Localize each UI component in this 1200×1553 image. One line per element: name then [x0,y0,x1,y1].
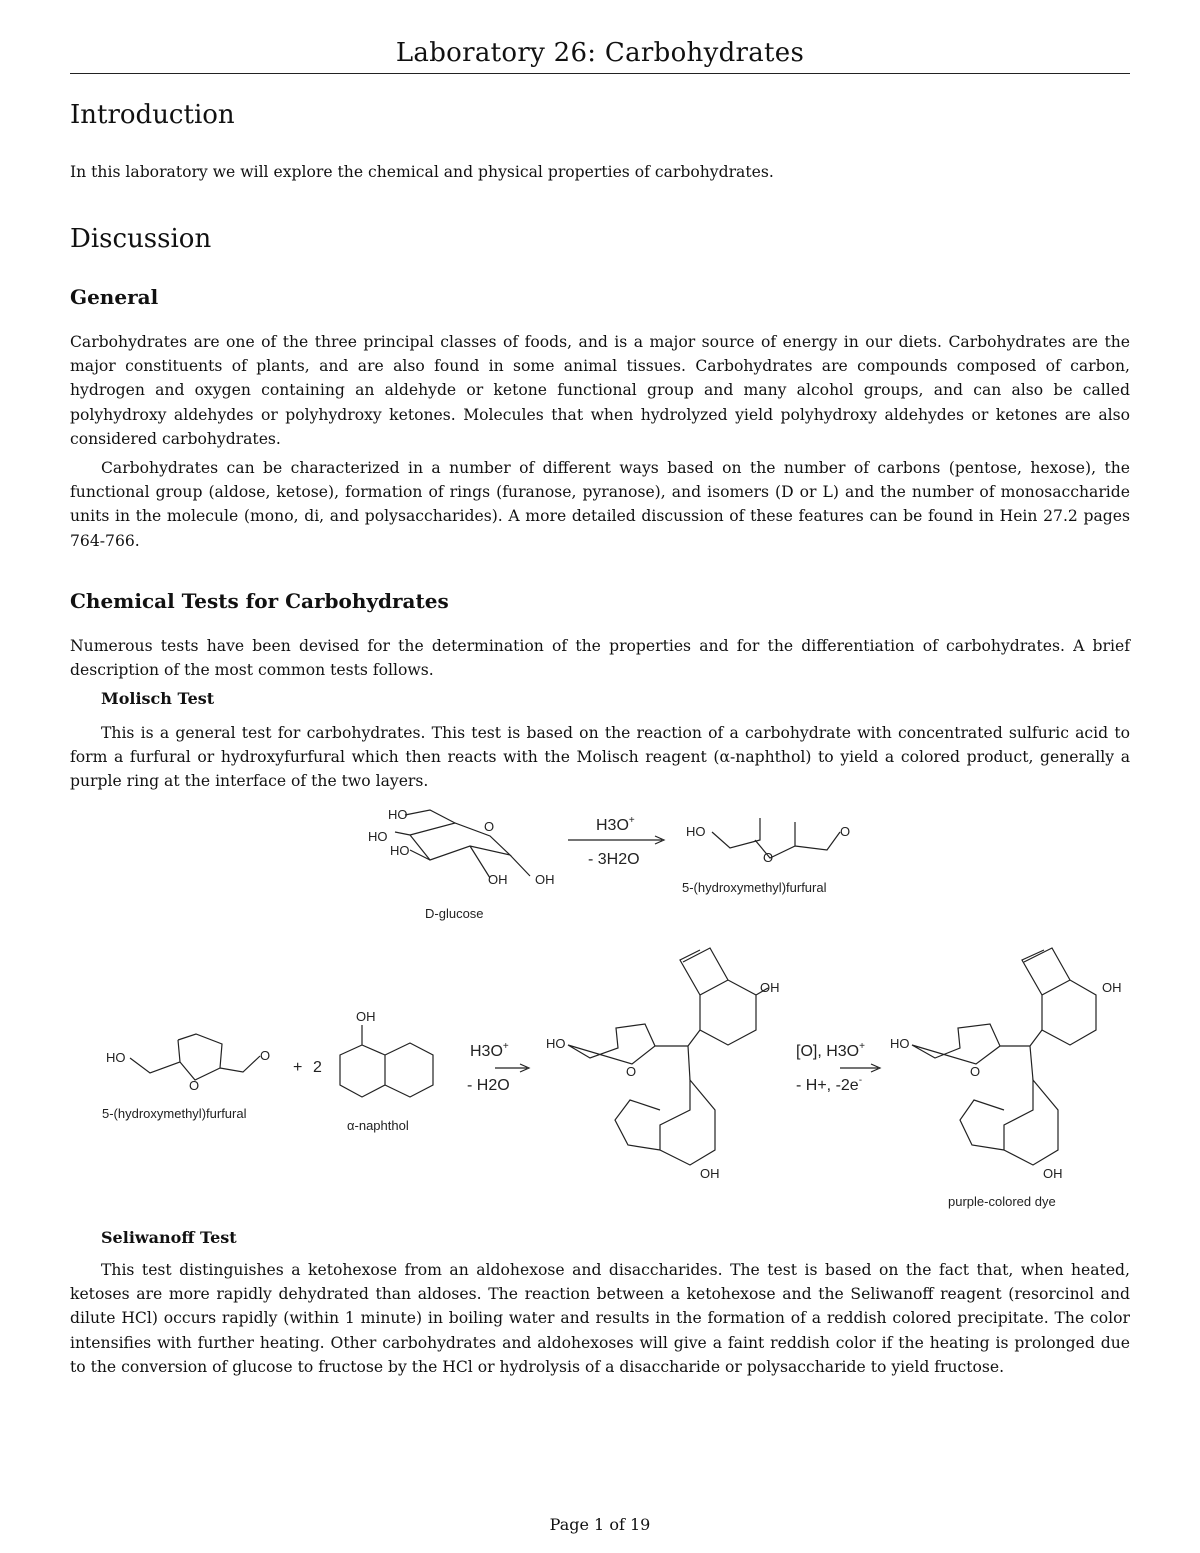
heading-general: General [70,285,159,309]
scheme-2-structures [130,948,1096,1165]
intermediate-bonds [568,1024,700,1080]
naphthol-coefficient: 2 [313,1059,322,1076]
glucose-ring [410,823,510,860]
dye-top-naphthyl [1022,948,1096,1045]
hmf-product-ho: HO [686,824,706,839]
dye-ring-o: O [970,1064,981,1079]
glucose-oh-1: OH [488,872,508,887]
dye-bottom-naphthyl [960,1080,1058,1165]
step-2-reagent-top: [O], H3O+ [796,1041,865,1060]
scheme-1-structures [395,810,840,878]
hmf-product-bonds [712,818,840,858]
page-title: Laboratory 26: Carbohydrates [395,38,805,68]
heading-discussion: Discussion [70,224,212,254]
naphthol-oh: OH [356,1009,376,1024]
glucose-oh-2: OH [535,872,555,887]
dye-ho: HO [890,1036,910,1051]
dye-oh-bottom: OH [1043,1166,1063,1181]
arrow-2-head [520,1064,529,1072]
intermediate-oh-bottom: OH [700,1166,720,1181]
hmf-reactant-label: 5-(hydroxymethyl)furfural [102,1106,247,1121]
heading-molisch-test: Molisch Test [101,689,215,708]
glucose-bonds [395,810,530,878]
heading-chemical-tests: Chemical Tests for Carbohydrates [70,589,449,613]
intermediate-top-naphthyl [680,948,768,1045]
naphthol-label: α-naphthol [347,1118,409,1133]
arrow-1-head [655,836,664,844]
scheme-1-reagent-bottom: - 3H2O [588,851,640,868]
scheme-1-reagent-top: H3O+ [596,815,635,834]
hmf-reactant-ho: HO [106,1050,126,1065]
introduction-text: In this laboratory we will explore the chemical and physical properties of carbohydrates. [70,163,774,181]
scheme-1-labels [368,807,850,921]
step-1-reagent-top: H3O+ [470,1041,509,1060]
hmf-product-label: 5-(hydroxymethyl)furfural [682,880,827,895]
hmf-reactant-ald-o: O [260,1048,271,1063]
dye-bonds [912,1024,1042,1080]
step-1-reagent-bottom: - H2O [467,1077,510,1094]
hmf-product-ald-o: O [840,824,851,839]
heading-seliwanoff-test: Seliwanoff Test [101,1228,237,1247]
title-rule [70,73,1130,74]
scheme-2-labels [102,980,1122,1209]
intermediate-oh-top: OH [760,980,780,995]
glucose-label: D-glucose [425,906,484,921]
dye-label: purple-colored dye [948,1194,1056,1209]
dye-oh-top: OH [1102,980,1122,995]
arrow-3-head [871,1064,880,1072]
intermediate-ring-o: O [626,1064,637,1079]
hmf-reactant-ring-o: O [189,1078,200,1093]
glucose-ho-2: HO [368,829,388,844]
hmf-product-ring-o: O [763,850,774,865]
general-paragraph-1: Carbohydrates are one of the three principal classes of foods, and is a major source of energy in our diets. Carbohydrates are the major constituents of plants, and are also found in some animal tissues. Carbohydrates are compounds composed of carbon, hydrogen and oxygen containing an aldehyde or ketone functional group and many alcohol groups, and can also be called polyhydroxy aldehydes or polyhydroxy ketones. Molecules that when hydrolyzed yield polyhydroxy aldehydes or ketones are also considered carbohydrates. [70,333,1130,448]
plus-sign: + [293,1059,303,1076]
intermediate-bottom-naphthyl [615,1080,715,1165]
naphthol-rings [340,1025,433,1097]
intermediate-ho: HO [546,1036,566,1051]
glucose-ring-o: O [484,819,495,834]
hmf-reactant-bonds [130,1034,260,1080]
glucose-ho-3: HO [390,843,410,858]
heading-introduction: Introduction [70,100,235,130]
general-paragraph-2: Carbohydrates can be characterized in a number of different ways based on the number of carbons (pentose, hexose), the functional group (aldose, ketose), formation of rings (furanose, pyranose), and isomers (D or L) and the number of monosaccharide units in the molecule (mono, di, and polysaccharides). A more detailed discussion of these features can be found in Hein 27.2 pages 764-766. [70,459,1130,550]
molisch-text: This is a general test for carbohydrates. This test is based on the reaction of a carbohydrate with concentrated sulfuric acid to form a furfural or hydroxyfurfural which then reacts with the Molisch reagent (α-naphthol) to yield a colored product, generally a purple ring at the interface of the two layers. [70,724,1130,791]
page-number: Page 1 of 19 [549,1515,651,1534]
glucose-ho-1: HO [388,807,408,822]
seliwanoff-text: This test distinguishes a ketohexose from an aldohexose and disaccharides. The test is based on the fact that, when heated, ketoses are more rapidly dehydrated than aldoses. The reaction between a ketohexose and the Seliwanoff reagent (resorcinol and dilute HCl) occurs rapidly (within 1 minute) in boiling water and results in the formation of a reddish colored precipitate. The color intensifies with further heating. Other carbohydrates and aldohexoses will give a faint reddish color if the heating is prolonged due to the conversion of glucose to fructose by the HCl or hydrolysis of a disaccharide or polysaccharide to yield fructose. [70,1261,1130,1376]
step-2-reagent-bottom: - H+, -2e- [796,1075,863,1094]
chemical-tests-intro: Numerous tests have been devised for the determination of the properties and for the differentiation of carbohydrates. A brief description of the most common tests follows. [70,637,1130,680]
